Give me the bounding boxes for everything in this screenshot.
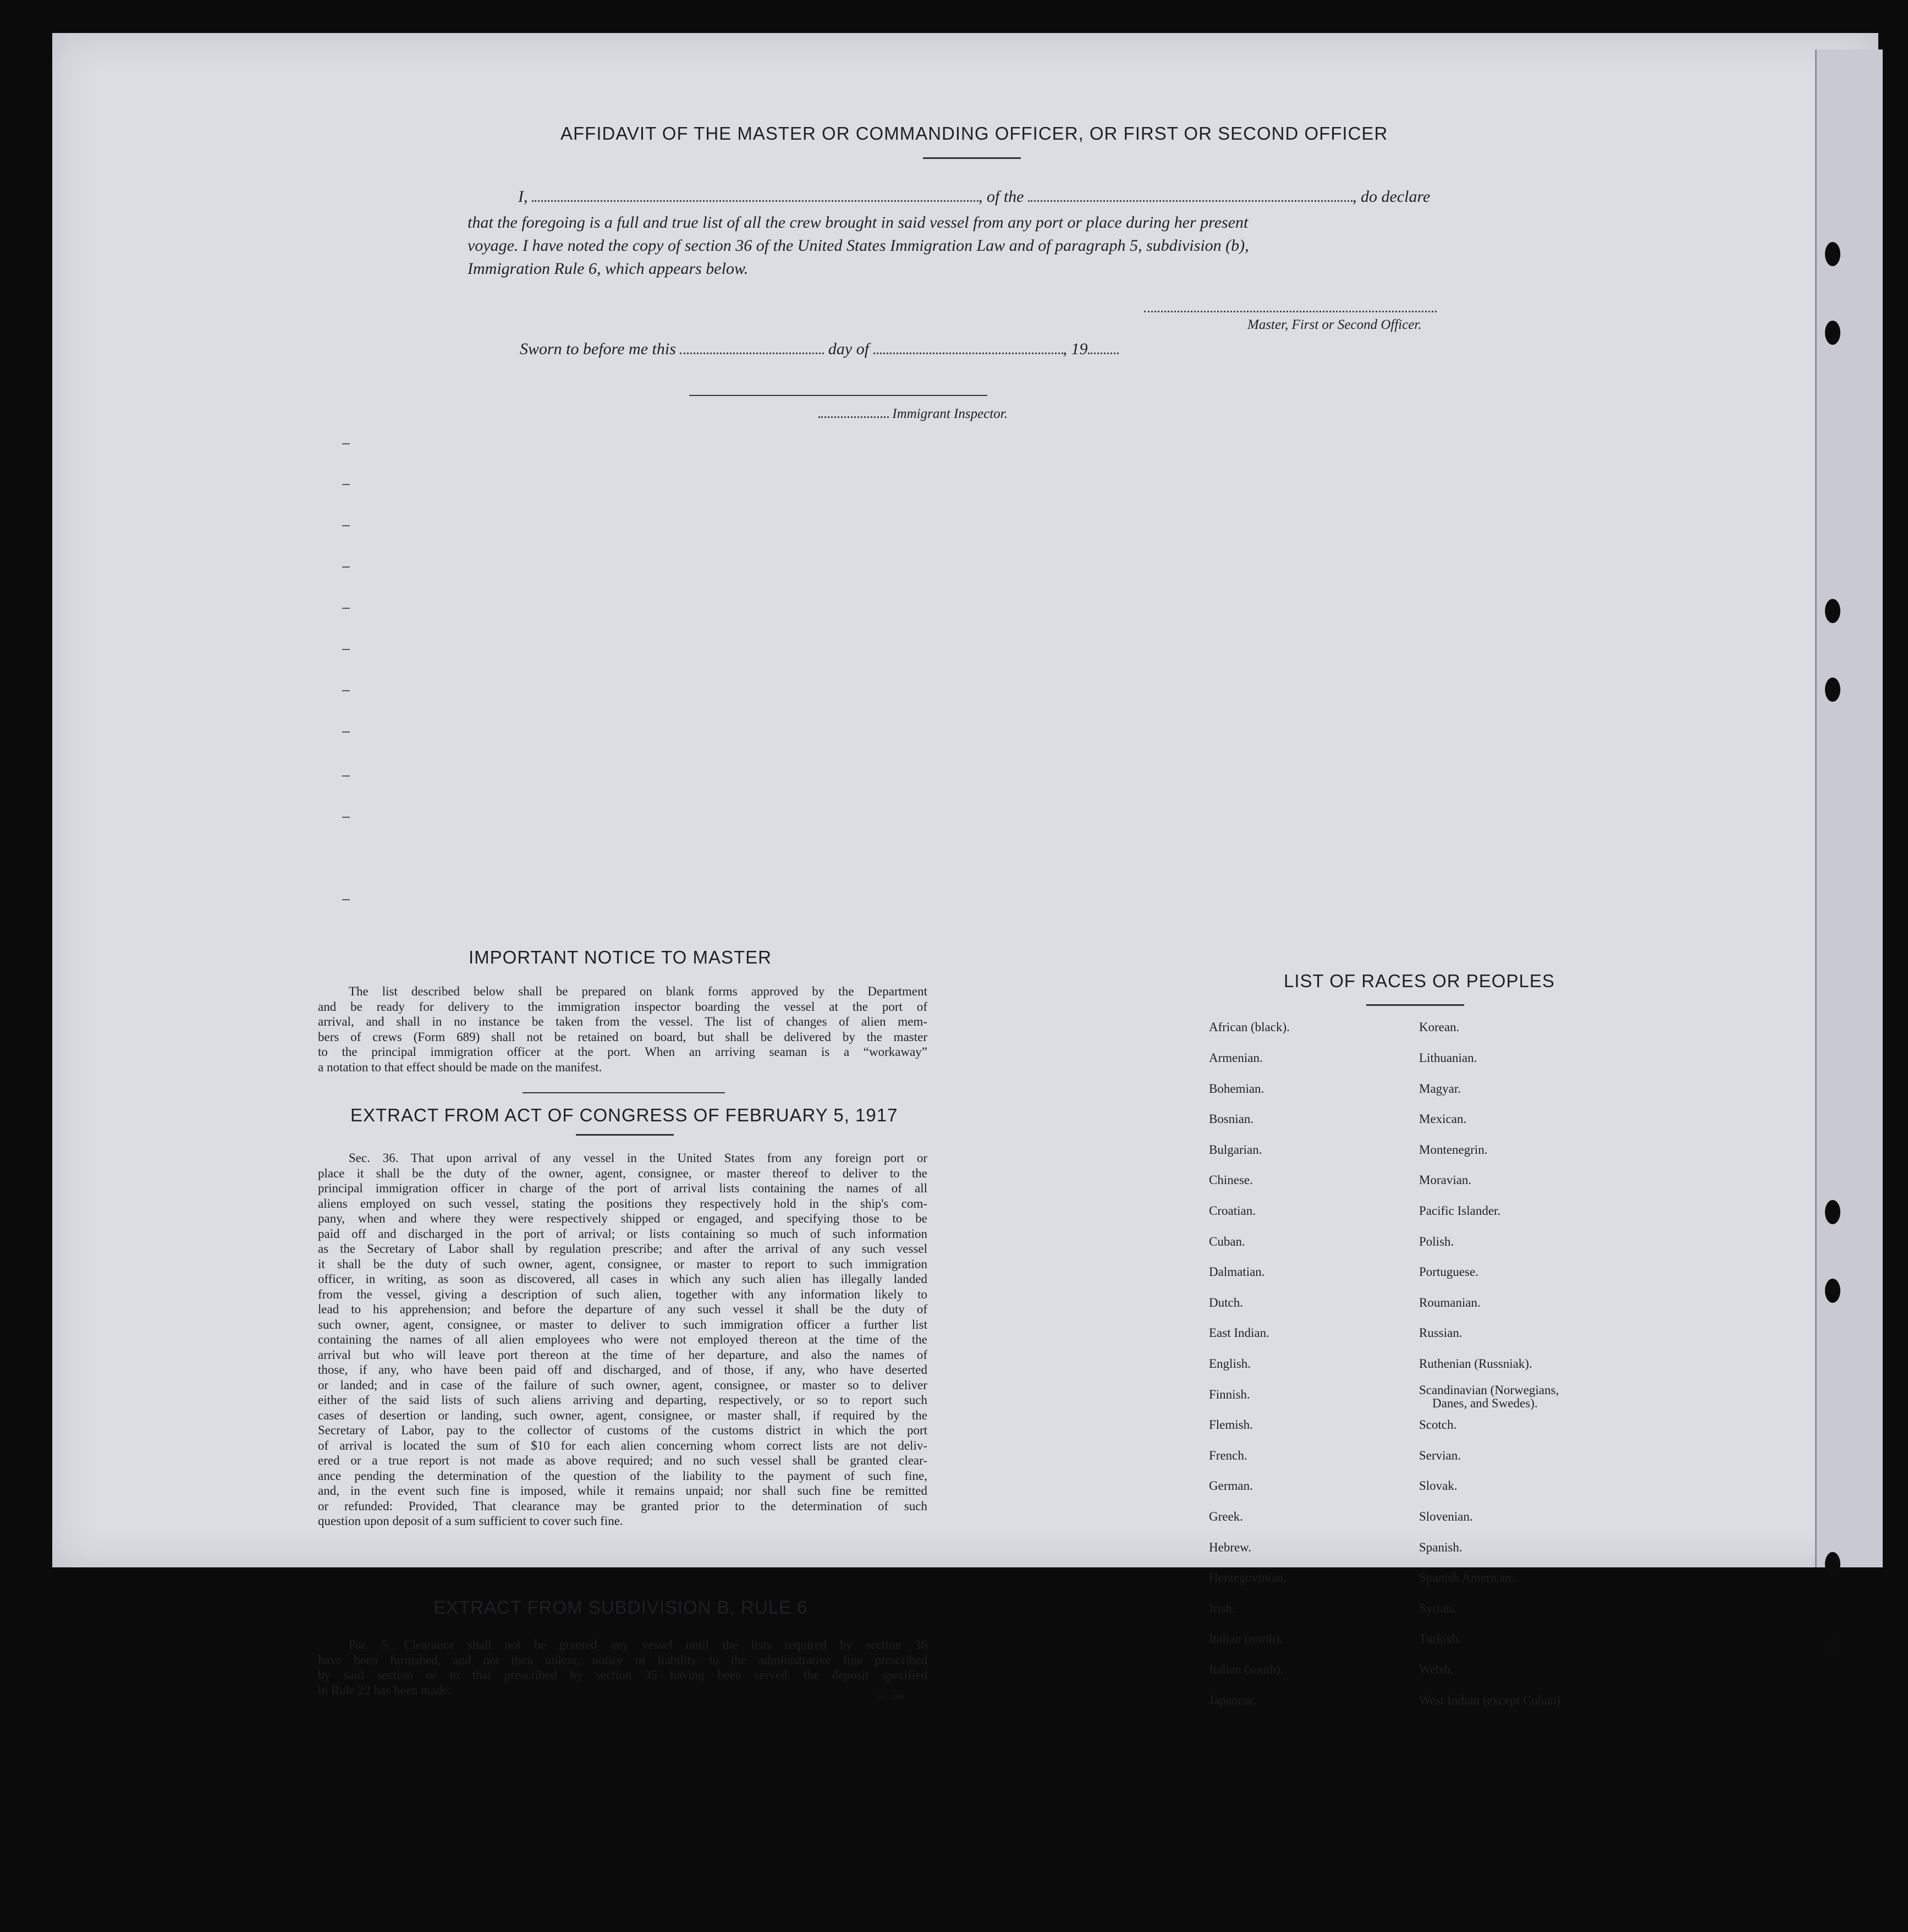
notice-line: and be ready for delivery to the immigration inspector boarding the vessel at the port of	[318, 999, 927, 1014]
inspector-caption: Immigrant Inspector.	[892, 406, 1008, 421]
race-item: Finnish.	[1209, 1388, 1250, 1401]
affidavit-line-1	[518, 188, 1430, 206]
notice-line: bers of crews (Form 689) shall not be retained on board, but shall be delivered by the master	[318, 1030, 927, 1044]
race-item: German.	[1209, 1479, 1253, 1493]
margin-mark	[342, 608, 350, 609]
race-item: East Indian.	[1209, 1326, 1269, 1340]
race-item: Italian (south).	[1209, 1663, 1284, 1676]
sworn-label: Sworn to before me this	[520, 340, 676, 358]
race-item: Ruthenian (Russniak).	[1419, 1357, 1532, 1370]
day-of-label: day of	[828, 340, 870, 358]
rule-title: EXTRACT FROM SUBDIVISION B, RULE 6	[433, 1597, 808, 1617]
year-label: , 19	[1063, 340, 1088, 358]
inspector-caption-line	[818, 406, 1008, 422]
act-line: as the Secretary of Labor shall by regulation prescribe; and after the arrival of any such vessel	[318, 1242, 927, 1256]
race-item: Polish.	[1419, 1235, 1454, 1248]
vessel-blank	[1028, 200, 1352, 202]
affidavit-i: I,	[518, 188, 528, 206]
races-underline	[1366, 1004, 1464, 1006]
race-item: Servian.	[1419, 1449, 1461, 1462]
page-edge	[1815, 49, 1883, 1567]
rule-body	[318, 1637, 927, 1698]
notice-line: to the principal immigration officer at the port. When an arriving seaman is a “workaway”	[318, 1045, 927, 1059]
act-line: cases of desertion or landing, such owner, agent, consignee, or master shall, if required by the	[318, 1408, 927, 1422]
margin-mark	[342, 484, 350, 485]
race-item: Bulgarian.	[1209, 1143, 1262, 1157]
race-item: Chinese.	[1209, 1173, 1253, 1187]
act-body	[318, 1151, 927, 1529]
race-item: African (black).	[1209, 1020, 1290, 1034]
affidavit-line-2: that the foregoing is a full and true list of all the crew brought in said vessel from any port or place during her present	[468, 213, 1249, 232]
race-item: Slovenian.	[1419, 1510, 1473, 1523]
day-blank	[680, 353, 824, 354]
margin-mark	[342, 566, 350, 568]
rule-line: Par. 5. Clearance shall not be granted any vessel until the lists required by section 36	[349, 1638, 927, 1652]
notice-divider	[523, 1092, 725, 1093]
act-line: ered or a true report is not made as above required; and no such vessel shall be granted clear-	[318, 1454, 927, 1467]
margin-mark	[342, 731, 350, 733]
act-line: such owner, agent, consignee, or master to deliver to such immigration officer a further list	[318, 1317, 927, 1331]
race-item: Syrian.	[1419, 1601, 1455, 1615]
race-item: Japanese.	[1209, 1693, 1257, 1707]
race-item: Magyar.	[1419, 1082, 1461, 1096]
race-item: Spanish.	[1419, 1540, 1462, 1554]
form-number: 14—1240	[877, 1693, 903, 1700]
race-item: Pacific Islander.	[1419, 1204, 1501, 1218]
binder-hole	[1825, 242, 1840, 266]
binder-hole	[1825, 599, 1840, 623]
race-item: Flemish.	[1209, 1418, 1253, 1432]
race-item: Dalmatian.	[1209, 1265, 1265, 1279]
sworn-line	[520, 340, 1119, 359]
act-underline	[576, 1134, 674, 1136]
race-item: Mexican.	[1419, 1112, 1467, 1126]
race-item: Herzegovinian.	[1209, 1571, 1287, 1584]
race-item-continued: Danes, and Swedes).	[1432, 1396, 1538, 1410]
margin-mark	[342, 525, 350, 526]
race-item: Lithuanian.	[1419, 1051, 1477, 1065]
race-item: Roumanian.	[1419, 1296, 1481, 1309]
rule-line: in Rule 22 has been made.	[318, 1683, 452, 1697]
binder-hole	[1825, 1279, 1840, 1303]
title-underline	[923, 157, 1021, 159]
act-line: lead to his apprehension; and before the departure of any such vessel it shall be the duty of	[318, 1302, 927, 1316]
race-item: Bosnian.	[1209, 1112, 1254, 1126]
binder-hole	[1825, 1631, 1840, 1655]
master-signature-line	[1144, 311, 1437, 312]
race-item: Slovak.	[1419, 1479, 1458, 1493]
race-item: Portuguese.	[1419, 1265, 1478, 1279]
name-blank	[532, 200, 978, 202]
margin-mark	[342, 817, 350, 818]
race-item: Korean.	[1419, 1020, 1460, 1034]
race-item: English.	[1209, 1357, 1251, 1370]
notice-line: a notation to that effect should be made on the manifest.	[318, 1060, 602, 1074]
margin-mark	[342, 775, 350, 777]
race-item: Spanish American.	[1419, 1571, 1515, 1584]
act-line: those, if any, who have been paid off and discharged, and of those, if any, who have deserted	[318, 1363, 927, 1377]
act-line: paid off and discharged in the port of arrival; or lists containing so much of such information	[318, 1226, 927, 1241]
act-line: pany, when and where they were respectively shipped or engaged, and specifying those to be	[318, 1212, 927, 1225]
race-item: Cuban.	[1209, 1235, 1245, 1248]
binder-hole	[1825, 321, 1840, 345]
act-line: of arrival is located the sum of $10 for each alien concerning whom correct lists are not deliv-	[318, 1438, 927, 1452]
races-title: LIST OF RACES OR PEOPLES	[1284, 971, 1555, 991]
act-line: arrival but who will leave port thereon at the time of her departure, and also the names of	[318, 1347, 927, 1362]
race-item: Scandinavian (Norwegians,	[1419, 1383, 1559, 1397]
race-item: Italian (north).	[1209, 1632, 1283, 1645]
race-item: Irish.	[1209, 1601, 1235, 1615]
race-item: Dutch.	[1209, 1296, 1243, 1309]
act-line: either of the said lists of such aliens arriving and departing, respectively, or so to report such	[318, 1393, 927, 1407]
affidavit-line-3: voyage. I have noted the copy of section 36 of the United States Immigration Law and of paragraph 5, subdivision (b),	[468, 236, 1249, 255]
race-item: Montenegrin.	[1419, 1143, 1488, 1157]
margin-mark	[342, 690, 350, 691]
race-item: Welsh.	[1419, 1663, 1454, 1676]
act-title: EXTRACT FROM ACT OF CONGRESS OF FEBRUARY 5, 1917	[350, 1105, 898, 1125]
of-the-label: , of the	[978, 188, 1024, 206]
act-line: question upon deposit of a sum sufficient to cover such fine.	[318, 1514, 623, 1528]
race-item: Bohemian.	[1209, 1082, 1264, 1096]
margin-mark	[342, 899, 350, 900]
race-item: Moravian.	[1419, 1173, 1472, 1187]
race-item: Scotch.	[1419, 1418, 1457, 1432]
notice-body	[318, 984, 927, 1075]
race-item: West Indian (except Cuban)	[1419, 1693, 1560, 1707]
act-line: ance pending the determination of the question of the liability to the payment of such fine,	[318, 1468, 927, 1483]
act-line: from the vessel, giving a description of such alien, together with any information likely to	[318, 1287, 927, 1301]
race-item: French.	[1209, 1449, 1247, 1462]
declare-label: , do declare	[1352, 188, 1431, 206]
race-item: Croatian.	[1209, 1204, 1256, 1218]
margin-mark	[342, 649, 350, 650]
act-line: containing the names of all alien employees who were not employed thereon at the time of the	[318, 1333, 927, 1346]
inspector-signature-line	[689, 395, 987, 396]
race-item: Greek.	[1209, 1510, 1243, 1523]
binder-hole	[1825, 1200, 1840, 1224]
rule-line: have been furnished, and not then unless, notice of liability to the administrative fine prescribed	[318, 1653, 927, 1667]
race-item: Russian.	[1419, 1326, 1462, 1340]
race-item: Turkish.	[1419, 1632, 1461, 1645]
rule-line: by said section or to that prescribed by section 35 having been served, the deposit specified	[318, 1668, 927, 1682]
notice-line: arrival, and shall in no instance be taken from the vessel. The list of changes of alien mem-	[318, 1015, 927, 1028]
act-line: or refunded: Provided, That clearance may be granted prior to the determination of such	[318, 1499, 927, 1513]
year-blank	[1088, 353, 1119, 354]
race-item: Hebrew.	[1209, 1540, 1252, 1554]
master-caption: Master, First or Second Officer.	[1247, 317, 1422, 332]
act-line: officer, in writing, as soon as discovered, all cases in which any such alien has illegally landed	[318, 1272, 927, 1286]
act-line: and, in the event such fine is imposed, while it remains unpaid; nor shall such fine be remitted	[318, 1484, 927, 1498]
notice-line: The list described below shall be prepared on blank forms approved by the Department	[349, 984, 927, 998]
notice-title: IMPORTANT NOTICE TO MASTER	[469, 947, 772, 967]
act-line: Secretary of Labor, pay to the collector of customs of the customs district in which the port	[318, 1423, 927, 1437]
act-line: Sec. 36. That upon arrival of any vessel in the United States from any foreign port or	[349, 1151, 927, 1165]
act-line: aliens employed on such vessel, stating the positions they respectively hold in the ship's com-	[318, 1196, 927, 1210]
binder-hole	[1825, 678, 1840, 702]
affidavit-title: AFFIDAVIT OF THE MASTER OR COMMANDING OFFICER, OR FIRST OR SECOND OFFICER	[560, 123, 1388, 144]
act-line: principal immigration officer in charge of the port of arrival lists containing the names of all	[318, 1181, 927, 1195]
act-line: place it shall be the duty of the owner, agent, consignee, or master thereof to deliver to the	[318, 1166, 927, 1180]
binder-hole	[1825, 1552, 1840, 1576]
act-line: it shall be the duty of such owner, agent, consignee, or master to report to such immigration	[318, 1257, 927, 1271]
month-blank	[873, 353, 1063, 354]
affidavit-line-4: Immigration Rule 6, which appears below.	[468, 260, 749, 278]
act-line: or landed; and in case of the failure of such owner, agent, consignee, or master so to deliver	[318, 1378, 927, 1392]
race-item: Armenian.	[1209, 1051, 1263, 1065]
margin-mark	[342, 443, 350, 444]
